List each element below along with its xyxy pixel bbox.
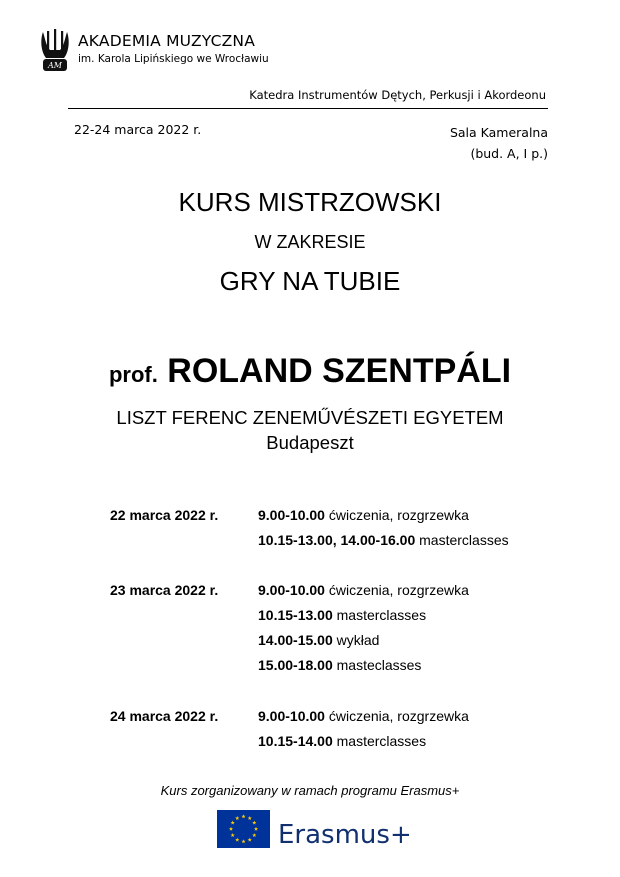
institution-logo — [38, 26, 278, 76]
event-venue — [450, 122, 548, 164]
lecturer-name: ROLAND SZENTPÁLI — [167, 352, 512, 390]
schedule-entry: 10.15-13.00, 14.00-16.00 masterclasses — [258, 532, 509, 548]
eu-star — [241, 839, 245, 843]
lecturer-prefix: prof. — [108, 362, 158, 387]
title-line-1: KURS MISTRZOWSKI — [178, 187, 442, 217]
event-dates: 22-24 marca 2022 r. — [74, 122, 202, 137]
eu-star — [231, 833, 235, 837]
program-note: Kurs zorganizowany w ramach programu Erasmus+ — [160, 783, 460, 798]
eu-star — [252, 833, 256, 837]
schedule-day: 23 marca 2022 r. — [110, 582, 219, 598]
university-city: Budapeszt — [266, 432, 354, 453]
eu-star — [241, 814, 245, 818]
schedule-day: 24 marca 2022 r. — [110, 708, 219, 724]
header-divider — [68, 108, 548, 109]
university-name: LISZT FERENC ZENEMŰVÉSZETI EGYETEM — [116, 407, 504, 428]
eu-star — [254, 827, 258, 831]
department-name: Katedra Instrumentów Dętych, Perkusji i Akordeonu — [249, 88, 546, 102]
eu-star — [231, 821, 235, 825]
venue-line-2: (bud. A, I p.) — [470, 146, 548, 161]
schedule-entry: 10.15-14.00 masterclasses — [258, 733, 427, 749]
svg-text:AM: AM — [48, 61, 62, 70]
eu-star — [235, 816, 239, 820]
eu-flag-icon — [217, 810, 270, 848]
schedule-entry: 15.00-18.00 masteclasses — [258, 657, 422, 673]
erasmus-logo-text: Erasmus+ — [278, 820, 412, 850]
lecturer — [0, 352, 620, 391]
title-line-2: W ZAKRESIE — [254, 232, 366, 252]
schedule-entry: 14.00-15.00 wykład — [258, 632, 380, 648]
schedule-entry: 9.00-10.00 ćwiczenia, rozgrzewka — [258, 507, 469, 523]
schedule-entry: 9.00-10.00 ćwiczenia, rozgrzewka — [258, 708, 469, 724]
institution-subtitle: im. Karola Lipińskiego we Wrocławiu — [78, 53, 269, 65]
schedule-entry: 9.00-10.00 ćwiczenia, rozgrzewka — [258, 582, 469, 598]
eu-star — [248, 838, 252, 842]
eu-star — [248, 816, 252, 820]
institution-name: AKADEMIA MUZYCZNA — [78, 32, 256, 50]
lyre-icon — [38, 26, 72, 74]
title-line-3: GRY NA TUBIE — [219, 266, 401, 296]
schedule-day: 22 marca 2022 r. — [110, 507, 219, 523]
eu-star — [252, 821, 256, 825]
schedule-entry: 10.15-13.00 masterclasses — [258, 607, 427, 623]
eu-star — [235, 838, 239, 842]
eu-star — [229, 827, 233, 831]
venue-line-1: Sala Kameralna — [449, 125, 548, 140]
